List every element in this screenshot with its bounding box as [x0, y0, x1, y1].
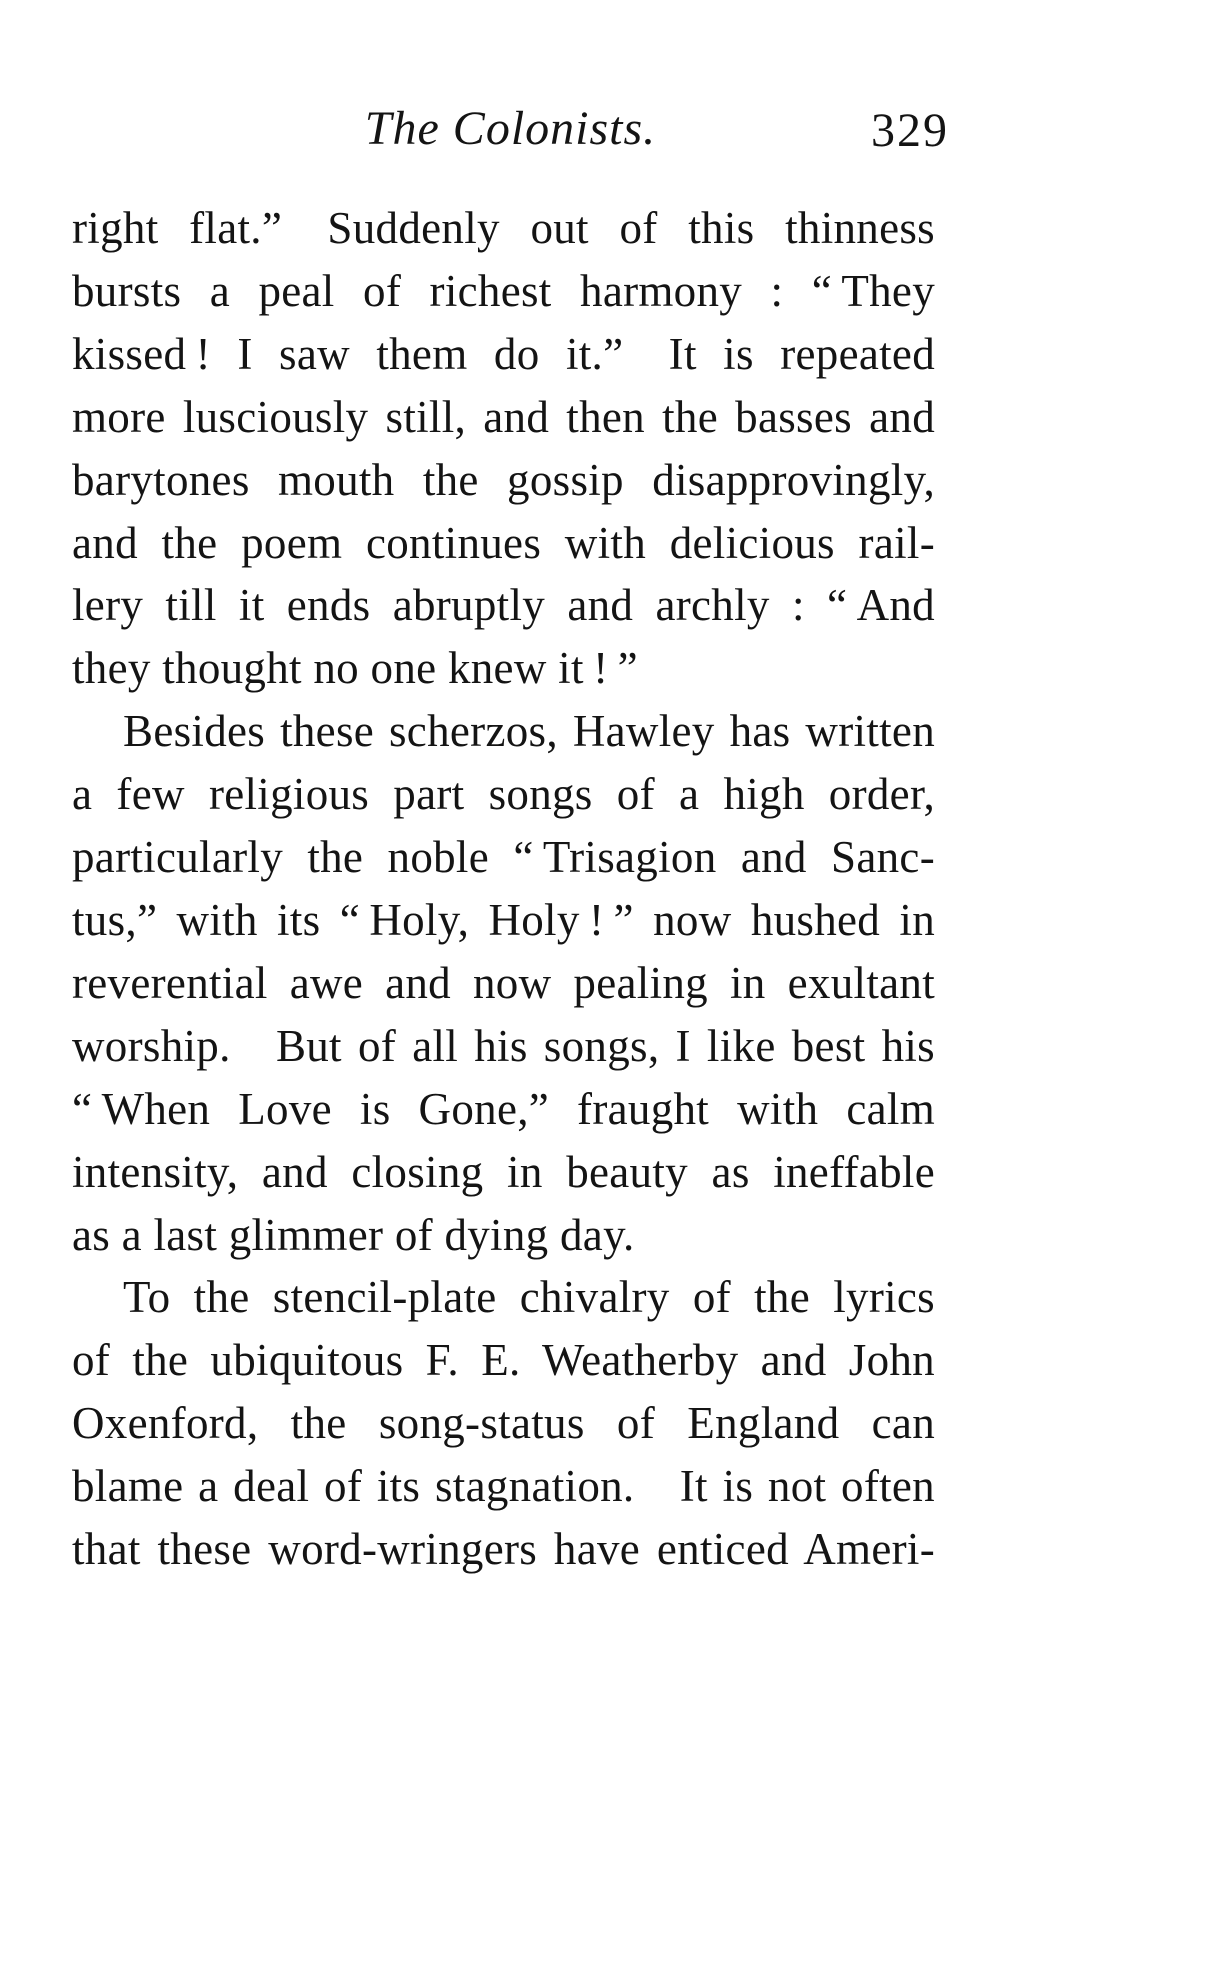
text-line: intensity, and closing in beauty as ineffable	[72, 1146, 935, 1197]
text-line: of the ubiquitous F. E. Weatherby and John	[72, 1335, 935, 1386]
text-line: Besides these scherzos, Hawley has written	[123, 706, 935, 757]
text-line: lery till it ends abruptly and archly : “ And	[72, 580, 935, 631]
text-line: To the stencil-plate chivalry of the lyrics	[123, 1272, 935, 1323]
text-line: blame a deal of its stagnation. It is not often	[72, 1461, 935, 1512]
text-line: kissed ! I saw them do it.” It is repeated	[72, 328, 935, 379]
text-line: worship. But of all his songs, I like best his	[72, 1020, 935, 1071]
page-number: 329	[871, 104, 949, 157]
text-line: a few religious part songs of a high order,	[72, 769, 935, 820]
text-line: “ When Love is Gone,” fraught with calm	[72, 1083, 935, 1134]
text-line: they thought no one knew it ! ”	[72, 643, 638, 694]
page-body	[72, 197, 935, 1581]
text-line: bursts a peal of richest harmony : “ They	[72, 265, 935, 316]
page-header	[72, 101, 949, 165]
text-line: particularly the noble “ Trisagion and Sanc-	[72, 832, 935, 883]
text-line: barytones mouth the gossip disapprovingly,	[72, 454, 935, 505]
text-line: and the poem continues with delicious rail-	[72, 517, 935, 568]
text-line: reverential awe and now pealing in exultant	[72, 957, 935, 1008]
text-line: right flat.” Suddenly out of this thinness	[72, 203, 935, 253]
text-line: tus,” with its “ Holy, Holy ! ” now hushed in	[72, 894, 935, 945]
text-line: that these word-wringers have enticed Ameri-	[72, 1524, 935, 1575]
text-line: as a last glimmer of dying day.	[72, 1209, 635, 1260]
running-title: The Colonists.	[364, 102, 657, 155]
text-line: more lusciously still, and then the basses and	[72, 391, 935, 442]
text-line: Oxenford, the song-status of England can	[72, 1398, 935, 1449]
